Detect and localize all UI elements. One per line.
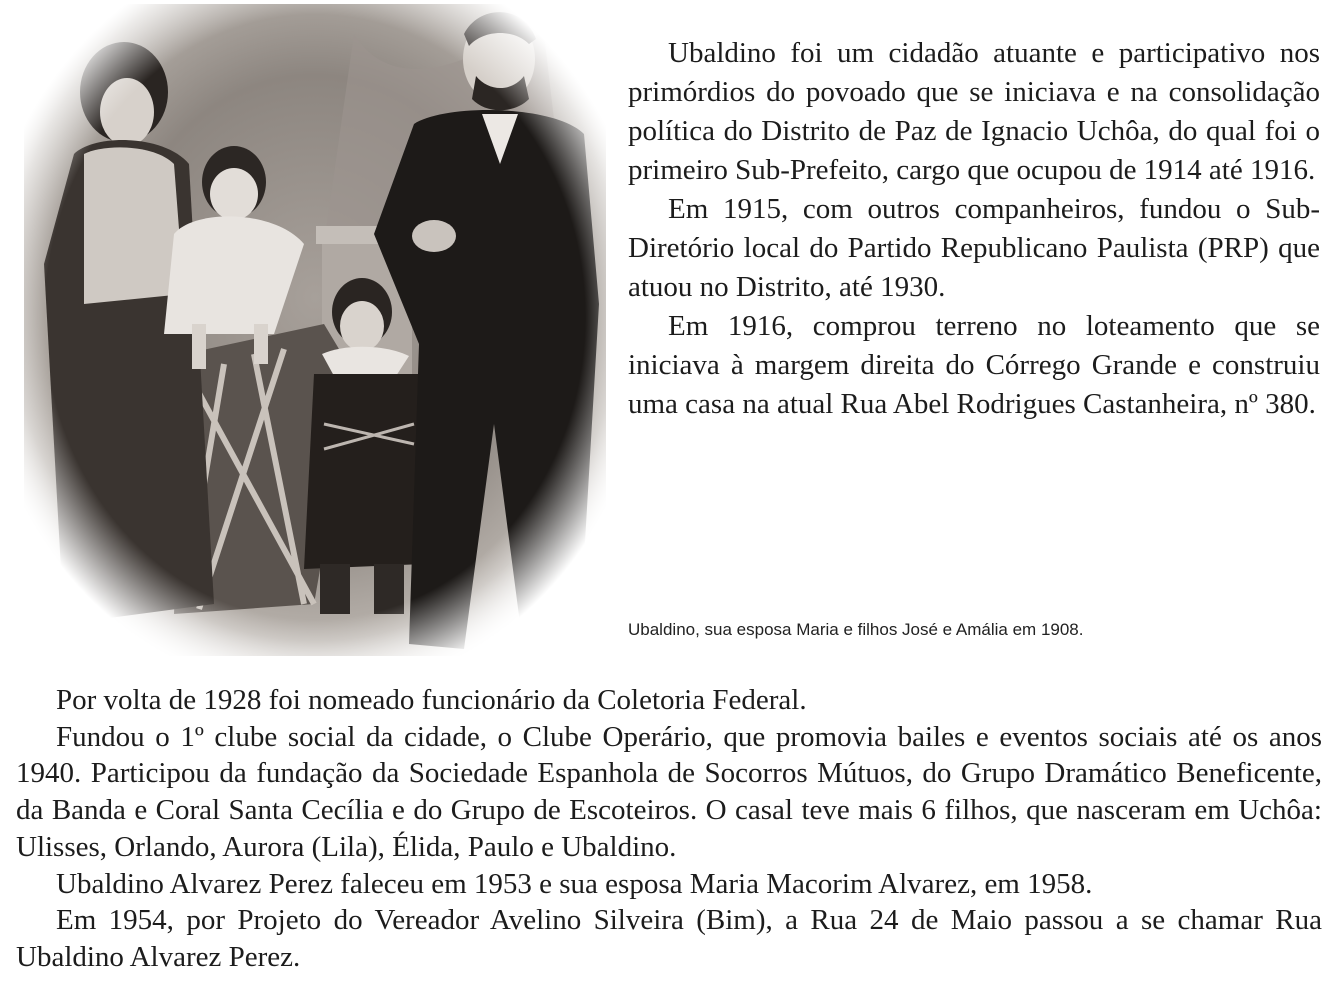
family-portrait-photo (24, 4, 606, 656)
paragraph: Ubaldino Alvarez Perez faleceu em 1953 e sua esposa Maria Macorim Alvarez, em 1958. (56, 867, 1093, 900)
bottom-text (16, 682, 1322, 976)
family-portrait-photo-icon (24, 4, 606, 656)
paragraph: Ubaldino foi um cidadão atuante e participativo nos primórdios do povoado que se iniciava e na consolidação política do Distrito de Paz de Ignacio Uchôa, do qual foi o primeiro Sub-Prefeito, cargo que ocupou de 1914 até 1916. (628, 37, 1320, 186)
photo-caption: Ubaldino, sua esposa Maria e filhos José e Amália em 1908. (628, 620, 1084, 639)
paragraph: Em 1916, comprou terreno no loteamento que se iniciava à margem direita do Córrego Grande e construiu uma casa na atual Rua Abel Rodrigues Castanheira, nº 380. (628, 310, 1320, 420)
paragraph: Em 1915, com outros companheiros, fundou o Sub-Diretório local do Partido Republicano Paulista (PRP) que atuou no Distrito, até 1930. (628, 193, 1320, 303)
paragraph: Em 1954, por Projeto do Vereador Avelino Silveira (Bim), a Rua 24 de Maio passou a se chamar Rua Ubaldino Alvarez Perez. (16, 904, 1322, 973)
paragraph: Fundou o 1º clube social da cidade, o Clube Operário, que promovia bailes e eventos sociais até os anos 1940. Participou da fundação da Sociedade Espanhola de Socorros Mútuos, do Grupo Dramático Beneficente, da Banda e Coral Santa Cecília e do Grupo de Escoteiros. O casal teve mais 6 filhos, que nasceram em Uchôa: Ulisses, Orlando, Aurora (Lila), Élida, Paulo e Ubaldino. (16, 720, 1322, 863)
paragraph: Por volta de 1928 foi nomeado funcionário da Coletoria Federal. (56, 684, 807, 716)
right-column-text (628, 34, 1320, 424)
